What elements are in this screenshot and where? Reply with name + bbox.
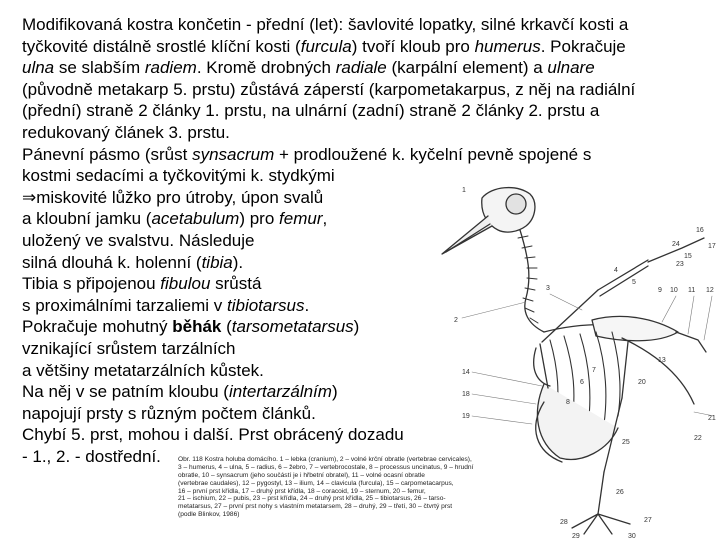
caption-line: 21 – ischium, 22 – pubis, 23 – prst křídla, 24 – druhý prst křídla, 25 – tibiotarsus, 26 – tarso-	[178, 495, 446, 503]
svg-text:8: 8	[566, 399, 570, 406]
text-line: Na něj v se patním kloubu (intertarzálním)	[22, 382, 338, 402]
svg-text:18: 18	[462, 391, 470, 398]
text-line: a kloubní jamku (acetabulum) pro femur,	[22, 209, 328, 229]
svg-text:9: 9	[658, 287, 662, 294]
text-line: a většiny metatarzálních kůstek.	[22, 360, 264, 380]
svg-text:7: 7	[592, 367, 596, 374]
svg-text:12: 12	[706, 287, 714, 294]
svg-text:15: 15	[684, 253, 692, 260]
caption-line: (podle Blinkov, 1986)	[178, 511, 240, 519]
orbit	[506, 194, 526, 214]
text-line: Pánevní pásmo (srůst synsacrum + prodloužené k. kyčelní pevně spojené s	[22, 144, 592, 164]
text-line: redukovaný článek 3. prstu.	[22, 122, 230, 142]
svg-text:24: 24	[672, 241, 680, 248]
wing-radius	[600, 266, 648, 296]
svg-text:17: 17	[708, 243, 716, 250]
svg-text:26: 26	[616, 489, 624, 496]
text-line: - 1., 2. - dostřední.	[22, 446, 161, 466]
caption-line: metatarsus, 27 – první prst nohy s vlastním metatarsem, 28 – druhý, 29 – třetí, 30 – čtvrtý prst	[178, 503, 453, 511]
caption-line: 3 – humerus, 4 – ulna, 5 – radius, 6 – žebro, 7 – vertebrocostale, 8 – processus uncinatus, 9 – hrudní	[178, 463, 474, 471]
svg-text:20: 20	[638, 379, 646, 386]
svg-text:3: 3	[546, 285, 550, 292]
toes	[572, 514, 630, 534]
caption-line: obratle, 10 – synsacrum (jeho součástí je i hřbetní obratel), 11 – volné ocasní obratle	[178, 471, 425, 479]
text-line: Chybí 5. prst, mohou i další. Prst obrácený dozadu	[22, 425, 404, 445]
neck-vertebrae	[518, 236, 538, 323]
caption-line: (vertebrae caudales), 12 – pygostyl, 13 – ilium, 14 – clavicula (furcula), 15 – carpometacarpus,	[178, 479, 454, 487]
svg-text:28: 28	[560, 519, 568, 526]
svg-text:29: 29	[572, 533, 580, 540]
svg-text:25: 25	[622, 439, 630, 446]
wing-humerus	[542, 290, 598, 342]
caption-line: 16 – první prst křídla, 17 – druhý prst křídla, 18 – coracoid, 19 – sternum, 20 – femur,	[178, 487, 426, 495]
text-line: (přední) straně 2 články 1. prstu, na ulnární (zadní) straně 2 články 2. prstu a	[22, 101, 600, 121]
text-line: silná dlouhá k. holenní (tibia).	[22, 252, 244, 272]
figure-caption	[178, 456, 528, 540]
svg-text:10: 10	[670, 287, 678, 294]
neck-spine	[520, 230, 544, 332]
svg-text:2: 2	[454, 317, 458, 324]
svg-text:30: 30	[628, 533, 636, 540]
svg-text:14: 14	[462, 369, 470, 376]
svg-text:23: 23	[676, 261, 684, 268]
text-line: uložený ve svalstvu. Následuje	[22, 230, 255, 250]
svg-text:13: 13	[658, 357, 666, 364]
wing-ulna	[598, 260, 648, 290]
text-line: tyčkovité distálně srostlé klíční kosti (furcula) tvoří kloub pro humerus. Pokračuje	[22, 36, 626, 56]
text-line: Pokračuje mohutný běhák (tarsometatarsus)	[22, 317, 360, 337]
text-line: napojují prsty s různým počtem článků.	[22, 403, 316, 423]
svg-text:11: 11	[688, 287, 696, 294]
svg-text:5: 5	[632, 279, 636, 286]
ischium-pubis	[622, 338, 694, 404]
caption-line: Obr. 118 Kostra holuba domácího. 1 – lebka (cranium), 2 – volné krční obratle (vertebrae cervicales),	[178, 456, 472, 463]
text-line: s proximálními tarzaliemi v tibiotarsus.	[22, 295, 310, 315]
text-line: Tibia s připojenou fibulou srůstá	[22, 274, 262, 294]
svg-text:16: 16	[696, 227, 704, 234]
beak	[442, 216, 492, 254]
svg-text:27: 27	[644, 517, 652, 524]
femur	[622, 342, 628, 398]
text-line: kostmi sedacími a tyčkovitými k. stydkými	[22, 166, 335, 186]
text-line: vznikající srůstem tarzálních	[22, 338, 236, 358]
tail	[676, 332, 706, 352]
text-line: ⇒miskovité lůžko pro útroby, úpon svalů	[22, 187, 324, 207]
svg-text:6: 6	[580, 379, 584, 386]
svg-text:21: 21	[708, 415, 716, 422]
svg-text:19: 19	[462, 413, 470, 420]
text-line: ulna se slabším radiem. Kromě drobných radiale (karpální element) a ulnare	[22, 58, 595, 78]
svg-text:1: 1	[462, 187, 466, 194]
synsacrum	[592, 316, 678, 340]
text-line: (původně metakarp 5. prstu) zůstává záperstí (karpometakarpus, z něj na radiální	[22, 79, 636, 99]
text-line: Modifikovaná kostra končetin - přední (let): šavlovité lopatky, silné krkavčí kosti a	[22, 15, 629, 34]
svg-text:22: 22	[694, 435, 702, 442]
svg-text:4: 4	[614, 267, 618, 274]
lower-beak	[446, 224, 490, 252]
tarsometatarsus	[598, 472, 604, 514]
